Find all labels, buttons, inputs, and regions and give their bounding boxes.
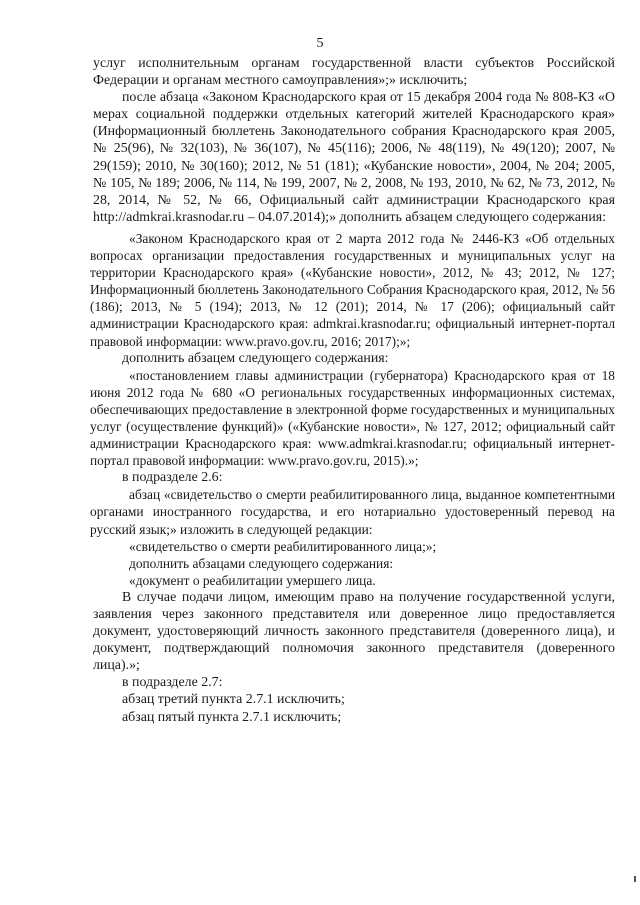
- scan-edge-mark: [634, 876, 636, 882]
- paragraph: в подразделе 2.7:: [122, 675, 223, 691]
- paragraph: В случае подачи лицом, имеющим право на получение государственной услуги, заявления через законного представителя или доверенное лицо предоставляется документ, удостоверяющий личность законного представителя (доверенного лица), и документ, подтверждающий полномочия законного представителя (доверенного лица).»;: [93, 589, 615, 674]
- quoted-paragraph: «Законом Краснодарского края от 2 марта 2012 года № 2446-КЗ «Об отдельных вопросах организации предоставления государственных и муниципальных услуг на территории Краснодарского края» («Кубанские новости», 2012, № 43; 2012, № 127; Информационный бюллетень Законодательного Собрания Краснодарского края, 2012, № 56 (186); 2013, № 5 (194); 2013, № 12 (201); 2014, № 17 (206); официальный сайт администрации Краснодарского края: admkrai.krasnodar.ru; официальный интернет-портал правовой информации: www.pravo.gov.ru, 2016; 2017);»;: [90, 230, 615, 349]
- paragraph: абзац пятый пункта 2.7.1 исключить;: [122, 709, 342, 725]
- page-number: 5: [316, 36, 324, 51]
- document-body: [90, 55, 615, 726]
- quoted-paragraph: «документ о реабилитации умершего лица.: [129, 572, 376, 588]
- quoted-paragraph: абзац «свидетельство о смерти реабилитированного лица, выданное компетентными органами иностранного государства, и его нотариально удостоверенный перевод на русский язык;» изложить в следующей редакции:: [90, 487, 615, 537]
- quoted-paragraph: «постановлением главы администрации (губернатора) Краснодарского края от 18 июня 2012 года № 680 «О региональных государственных информационных системах, обеспечивающих предоставление в электронной форме государственных и муниципальных услуг (осуществление функций)» («Кубанские новости», № 127, 2012; официальный сайт администрации Краснодарского края: www.admkrai.krasnodar.ru; официальный интернет-портал правовой информации: www.pravo.gov.ru, 2015).»;: [90, 367, 615, 469]
- quoted-paragraph: дополнить абзацами следующего содержания:: [129, 555, 394, 571]
- paragraph: дополнить абзацем следующего содержания:: [122, 350, 389, 366]
- paragraph: после абзаца «Законом Краснодарского края от 15 декабря 2004 года № 808-КЗ «О мерах социальной поддержки отдельных категорий жителей Краснодарского края» (Информационный бюллетень Законодательного собрания Краснодарского края 2005, № 25(96), № 32(103), № 36(107), № 45(116); 2006, № 48(119), № 49(120); 2007, № 29(159); 2010, № 30(160); 2012, № 51 (181); «Кубанские новости», 2004, № 204; 2005, № 105, № 189; 2006, № 114, № 199, 2007, № 2, 2008, № 193, 2010, № 62, № 73, 2012, № 28, 2014, № 52, № 66, Официальный сайт администрации Краснодарского края http://admkrai.krasnodar.ru – 04.07.2014);» дополнить абзацем следующего содержания:: [93, 90, 615, 225]
- quoted-paragraph: «свидетельство о смерти реабилитированного лица;»;: [129, 538, 437, 554]
- paragraph: абзац третий пункта 2.7.1 исключить;: [122, 692, 345, 708]
- paragraph: в подразделе 2.6:: [122, 470, 223, 486]
- paragraph: услуг исполнительным органам государственной власти субъектов Российской Федерации и органам местного самоуправления»;» исключить;: [93, 56, 615, 89]
